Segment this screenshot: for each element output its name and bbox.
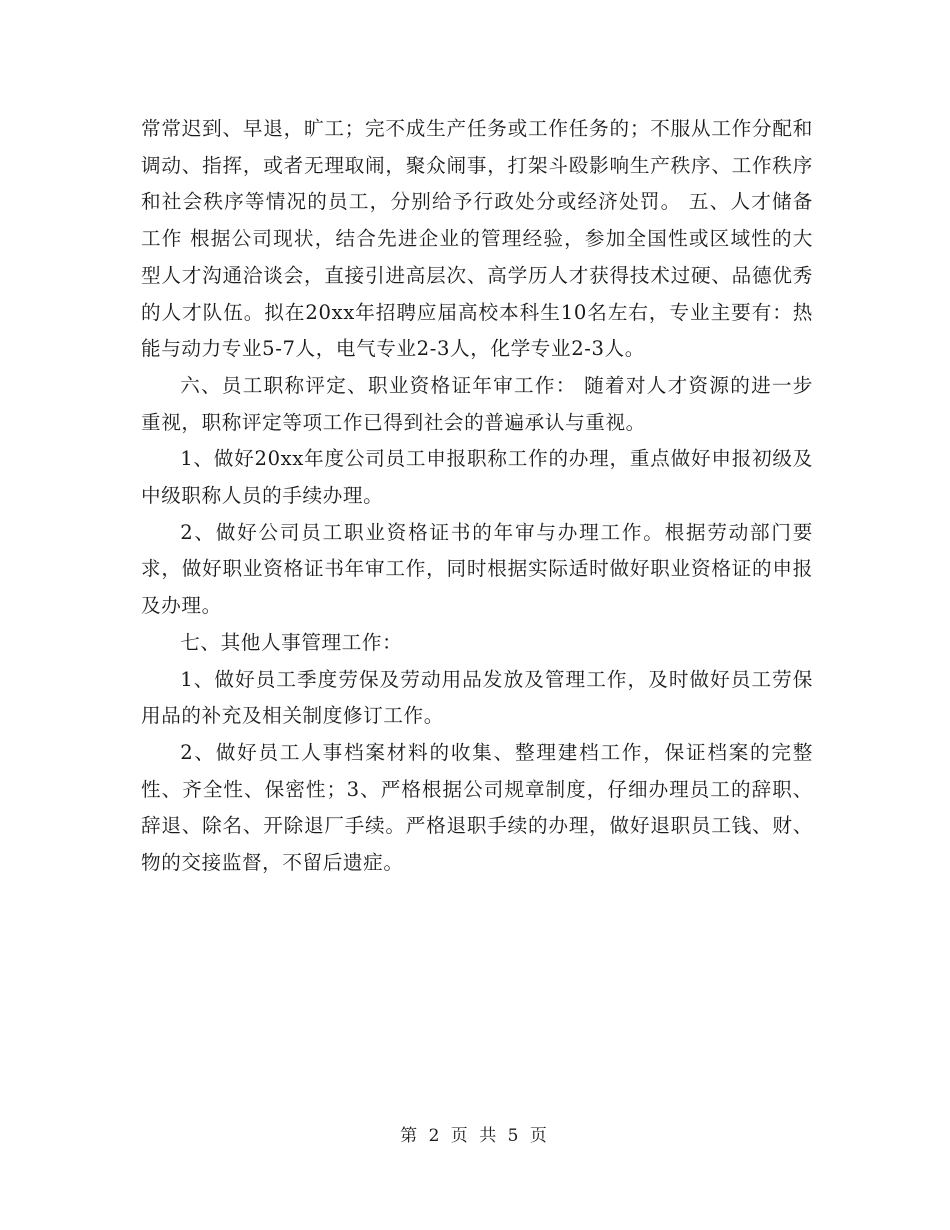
page-number-footer: 第 2 页 共 5 页: [400, 1126, 550, 1146]
paragraph-certificate-review: 2、做好公司员工职业资格证书的年审与办理工作。根据劳动部门要求，做好职业资格证书年审工作，同时根据实际适时做好职业资格证的申报及办理。: [141, 520, 813, 618]
paragraph-title-application: 1、做好20xx年度公司员工申报职称工作的办理，重点做好申报初级及中级职称人员的手续办理。: [141, 447, 813, 508]
paragraph-title-review-intro: 六、员工职称评定、职业资格证年审工作： 随着对人才资源的进一步重视，职称评定等项工作已得到社会的普遍承认与重视。: [141, 373, 813, 434]
document-body: [141, 111, 813, 882]
paragraph-discipline-and-talent-reserve: 常常迟到、早退，旷工；完不成生产任务或工作任务的；不服从工作分配和调动、指挥，或者无理取闹，聚众闹事，打架斗殴影响生产秩序、工作秩序和社会秩序等情况的员工，分别给予行政处分或经济处罚。 五、人才储备工作 根据公司现状，结合先进企业的管理经验，参加全国性或区域性的大型人才沟通洽谈会，直接引进高层次、高学历人才获得技术过硬、品德优秀的人才队伍。拟在20xx年招聘应届高校本科生10名左右，专业主要有：热能与动力专业5-7人，电气专业2-3人，化学专业2-3人。: [141, 117, 813, 361]
paragraph-labor-protection: 1、做好员工季度劳保及劳动用品发放及管理工作，及时做好员工劳保用品的补充及相关制度修订工作。: [141, 667, 813, 728]
paragraph-other-hr-heading: 七、其他人事管理工作：: [180, 630, 403, 654]
paragraph-personnel-archives: 2、做好员工人事档案材料的收集、整理建档工作，保证档案的完整性、齐全性、保密性；3、严格根据公司规章制度，仔细办理员工的辞职、辞退、除名、开除退厂手续。严格退职手续的办理，做好退职员工钱、财、物的交接监督，不留后遗症。: [141, 740, 813, 875]
